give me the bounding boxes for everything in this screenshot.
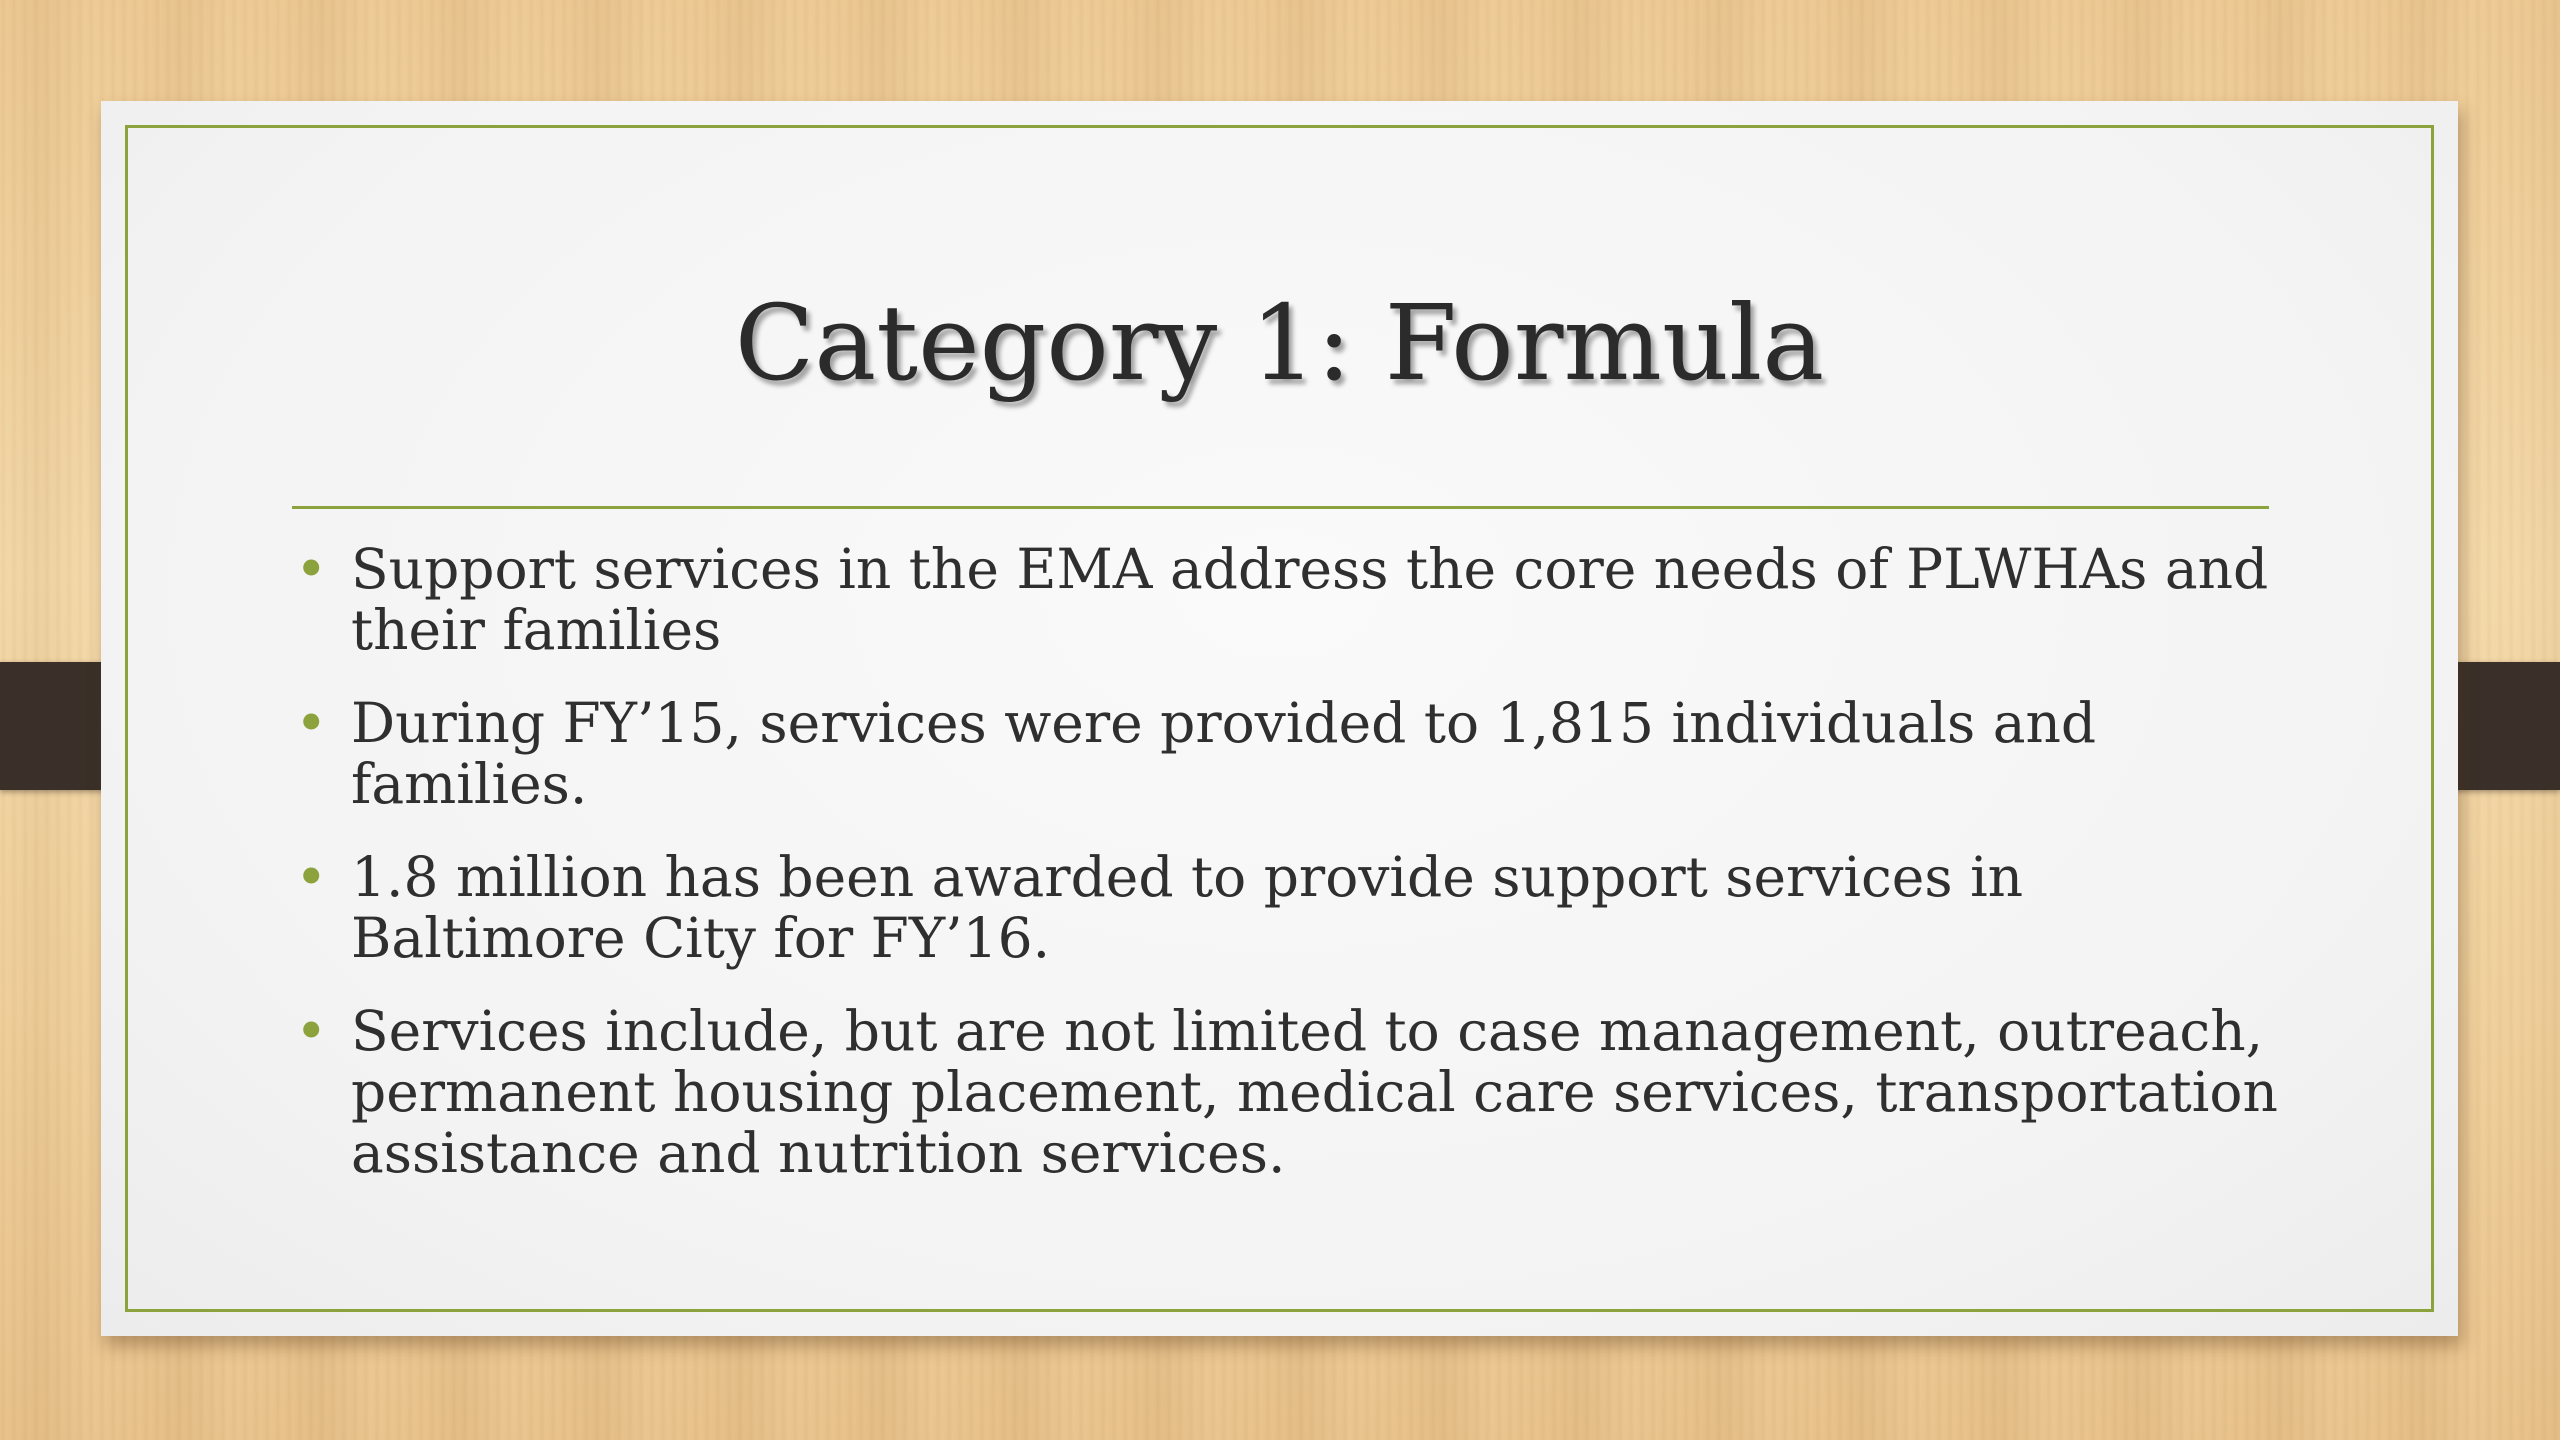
bullet-item: [291, 539, 2311, 661]
bullet-text: Services include, but are not limited to case management, outreach, permanent housing placement, medical care services, transportation assistance and nutrition services.: [351, 999, 2278, 1185]
bullet-item: [291, 847, 2311, 969]
bullet-text: Support services in the EMA address the core needs of PLWHAs and their families: [351, 537, 2269, 662]
bullet-item: [291, 1001, 2311, 1184]
title-divider: [292, 506, 2269, 509]
bullet-text: During FY’15, services were provided to 1,815 individuals and families.: [351, 691, 2097, 816]
bullet-list: [291, 539, 2311, 1216]
slide-card: [101, 101, 2458, 1336]
bullet-marker-icon: •: [295, 999, 328, 1063]
bullet-marker-icon: •: [295, 537, 328, 601]
slide-title: Category 1: Formula: [734, 282, 1825, 404]
bullet-marker-icon: •: [295, 691, 328, 755]
bullet-text: 1.8 million has been awarded to provide support services in Baltimore City for FY’16.: [351, 845, 2024, 970]
bullet-marker-icon: •: [295, 845, 328, 909]
bullet-item: [291, 693, 2311, 815]
